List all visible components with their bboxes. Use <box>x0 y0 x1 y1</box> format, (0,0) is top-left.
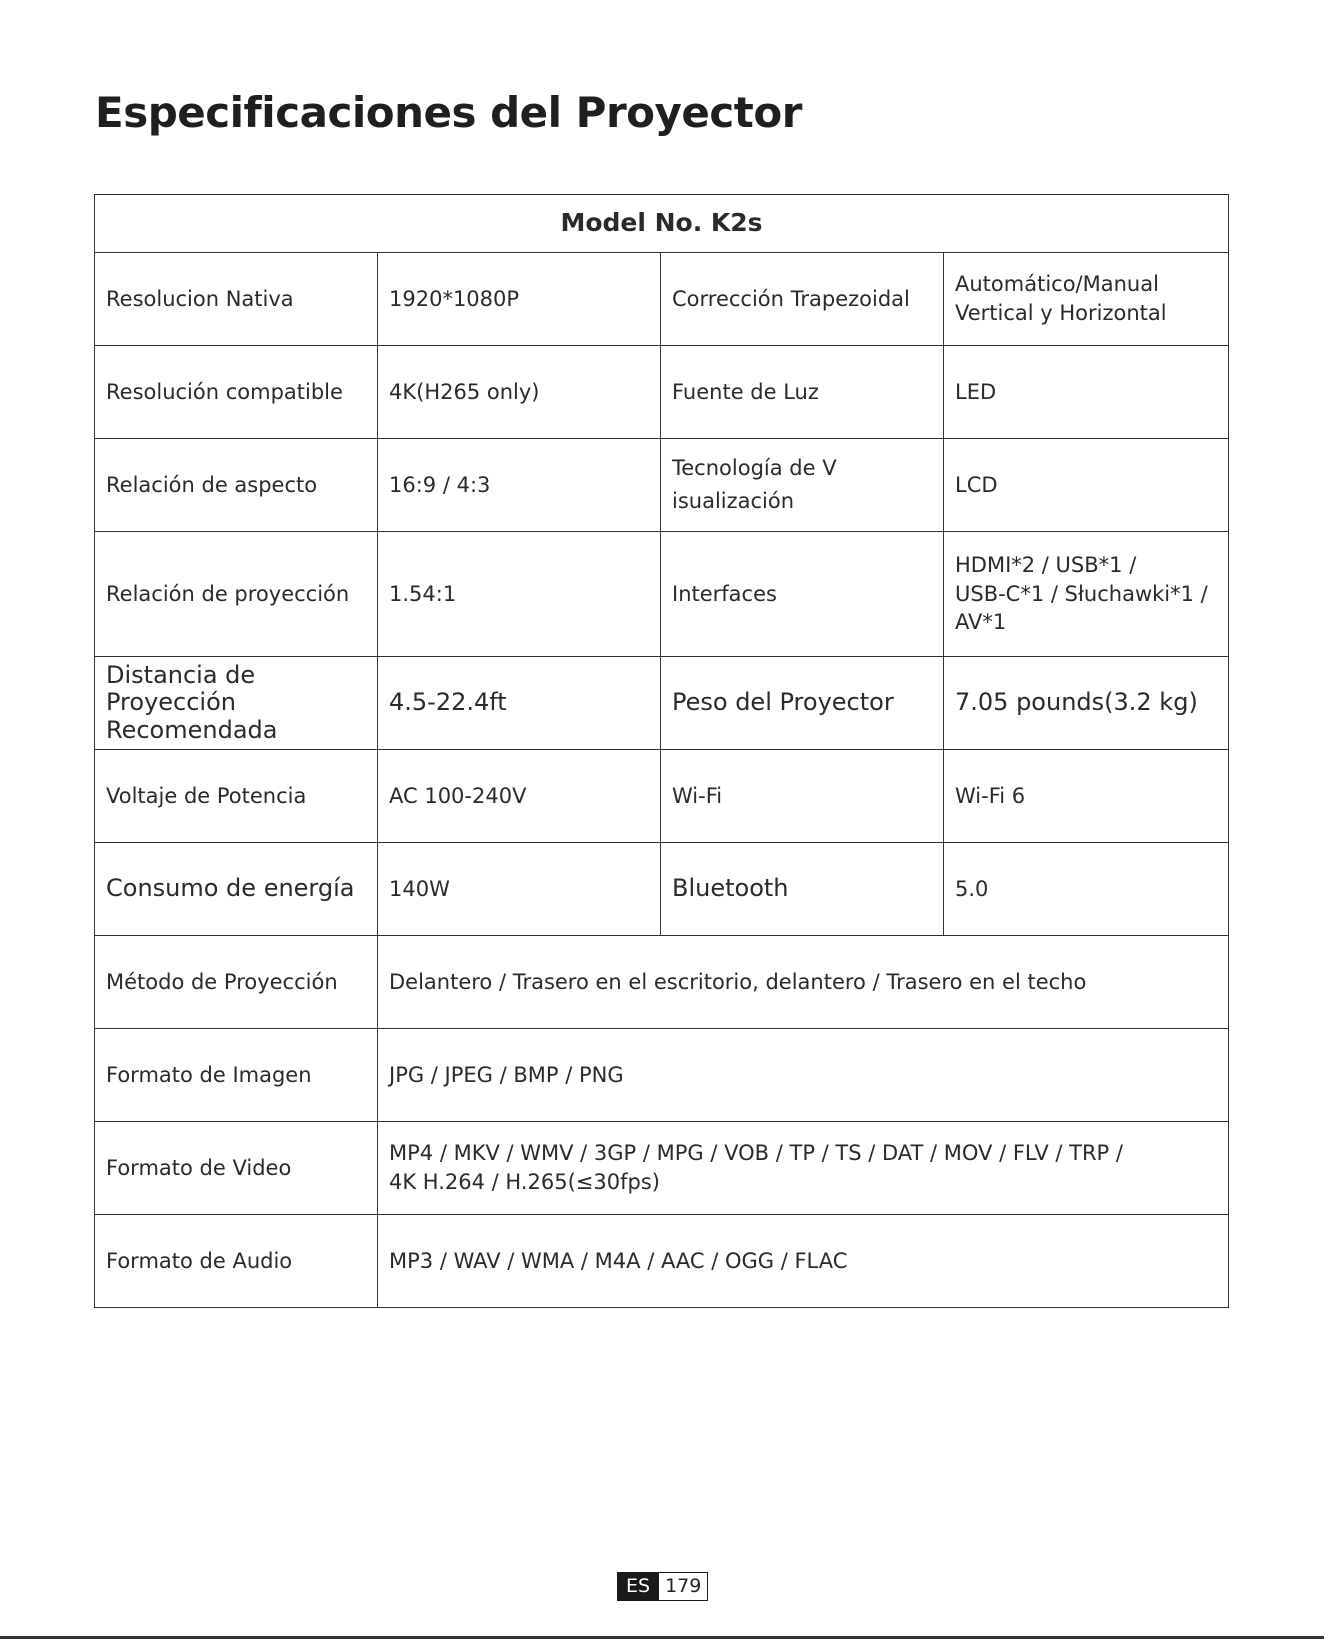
value-line: MP4 / MKV / WMV / 3GP / MPG / VOB / TP / TS / DAT / MOV / FLV / TRP / <box>389 1141 1123 1166</box>
value-line: 4K H.264 / H.265(≤30fps) <box>389 1170 660 1194</box>
spec-label: Resolución compatible <box>95 346 378 439</box>
value-line: USB-C*1 / Słuchawki*1 / <box>955 581 1208 606</box>
spec-value: JPG / JPEG / BMP / PNG <box>378 1029 1229 1122</box>
spec-label: Consumo de energía <box>95 843 378 936</box>
spec-value: AC 100-240V <box>378 750 661 843</box>
spec-value <box>378 1122 1229 1215</box>
model-header: Model No. K2s <box>95 195 1229 253</box>
page-number: 179 <box>659 1572 708 1601</box>
spec-label: Resolucion Nativa <box>95 253 378 346</box>
page-title: Especificaciones del Proyector <box>95 88 802 137</box>
label-line: isualización <box>672 489 795 513</box>
label-line: Distancia de <box>106 660 256 689</box>
spec-label: Wi-Fi <box>661 750 944 843</box>
spec-value: MP3 / WAV / WMA / M4A / AAC / OGG / FLAC <box>378 1215 1229 1308</box>
spec-value: 16:9 / 4:3 <box>378 439 661 532</box>
spec-value: LED <box>944 346 1229 439</box>
spec-value: 1920*1080P <box>378 253 661 346</box>
spec-value: Wi-Fi 6 <box>944 750 1229 843</box>
spec-label: Peso del Proyector <box>661 657 944 750</box>
spec-label: Voltaje de Potencia <box>95 750 378 843</box>
page-footer <box>617 1572 708 1601</box>
language-badge: ES <box>617 1572 659 1601</box>
spec-label: Bluetooth <box>661 843 944 936</box>
spec-value: 1.54:1 <box>378 532 661 657</box>
spec-value: LCD <box>944 439 1229 532</box>
spec-label: Relación de proyección <box>95 532 378 657</box>
value-line: HDMI*2 / USB*1 / <box>955 552 1137 577</box>
spec-value <box>944 253 1229 346</box>
spec-value: 4.5-22.4ft <box>378 657 661 750</box>
spec-value: 4K(H265 only) <box>378 346 661 439</box>
label-line: Tecnología de V <box>672 456 837 481</box>
spec-value: 140W <box>378 843 661 936</box>
spec-label <box>661 439 944 532</box>
value-line: AV*1 <box>955 610 1007 635</box>
label-line: Proyección <box>106 688 236 717</box>
spec-value: 7.05 pounds(3.2 kg) <box>944 657 1229 750</box>
spec-label: Método de Proyección <box>95 936 378 1029</box>
spec-value: 5.0 <box>944 843 1229 936</box>
spec-label <box>95 657 378 750</box>
spec-value <box>944 532 1229 657</box>
spec-label: Corrección Trapezoidal <box>661 253 944 346</box>
spec-table <box>94 194 1229 1308</box>
value-line: Vertical y Horizontal <box>955 301 1167 325</box>
spec-value: Delantero / Trasero en el escritorio, delantero / Trasero en el techo <box>378 936 1229 1029</box>
spec-label: Interfaces <box>661 532 944 657</box>
spec-label: Formato de Imagen <box>95 1029 378 1122</box>
spec-label: Relación de aspecto <box>95 439 378 532</box>
value-line: Automático/Manual <box>955 272 1159 297</box>
spec-label: Formato de Video <box>95 1122 378 1215</box>
label-line: Recomendada <box>106 715 278 744</box>
spec-label: Formato de Audio <box>95 1215 378 1308</box>
spec-label: Fuente de Luz <box>661 346 944 439</box>
